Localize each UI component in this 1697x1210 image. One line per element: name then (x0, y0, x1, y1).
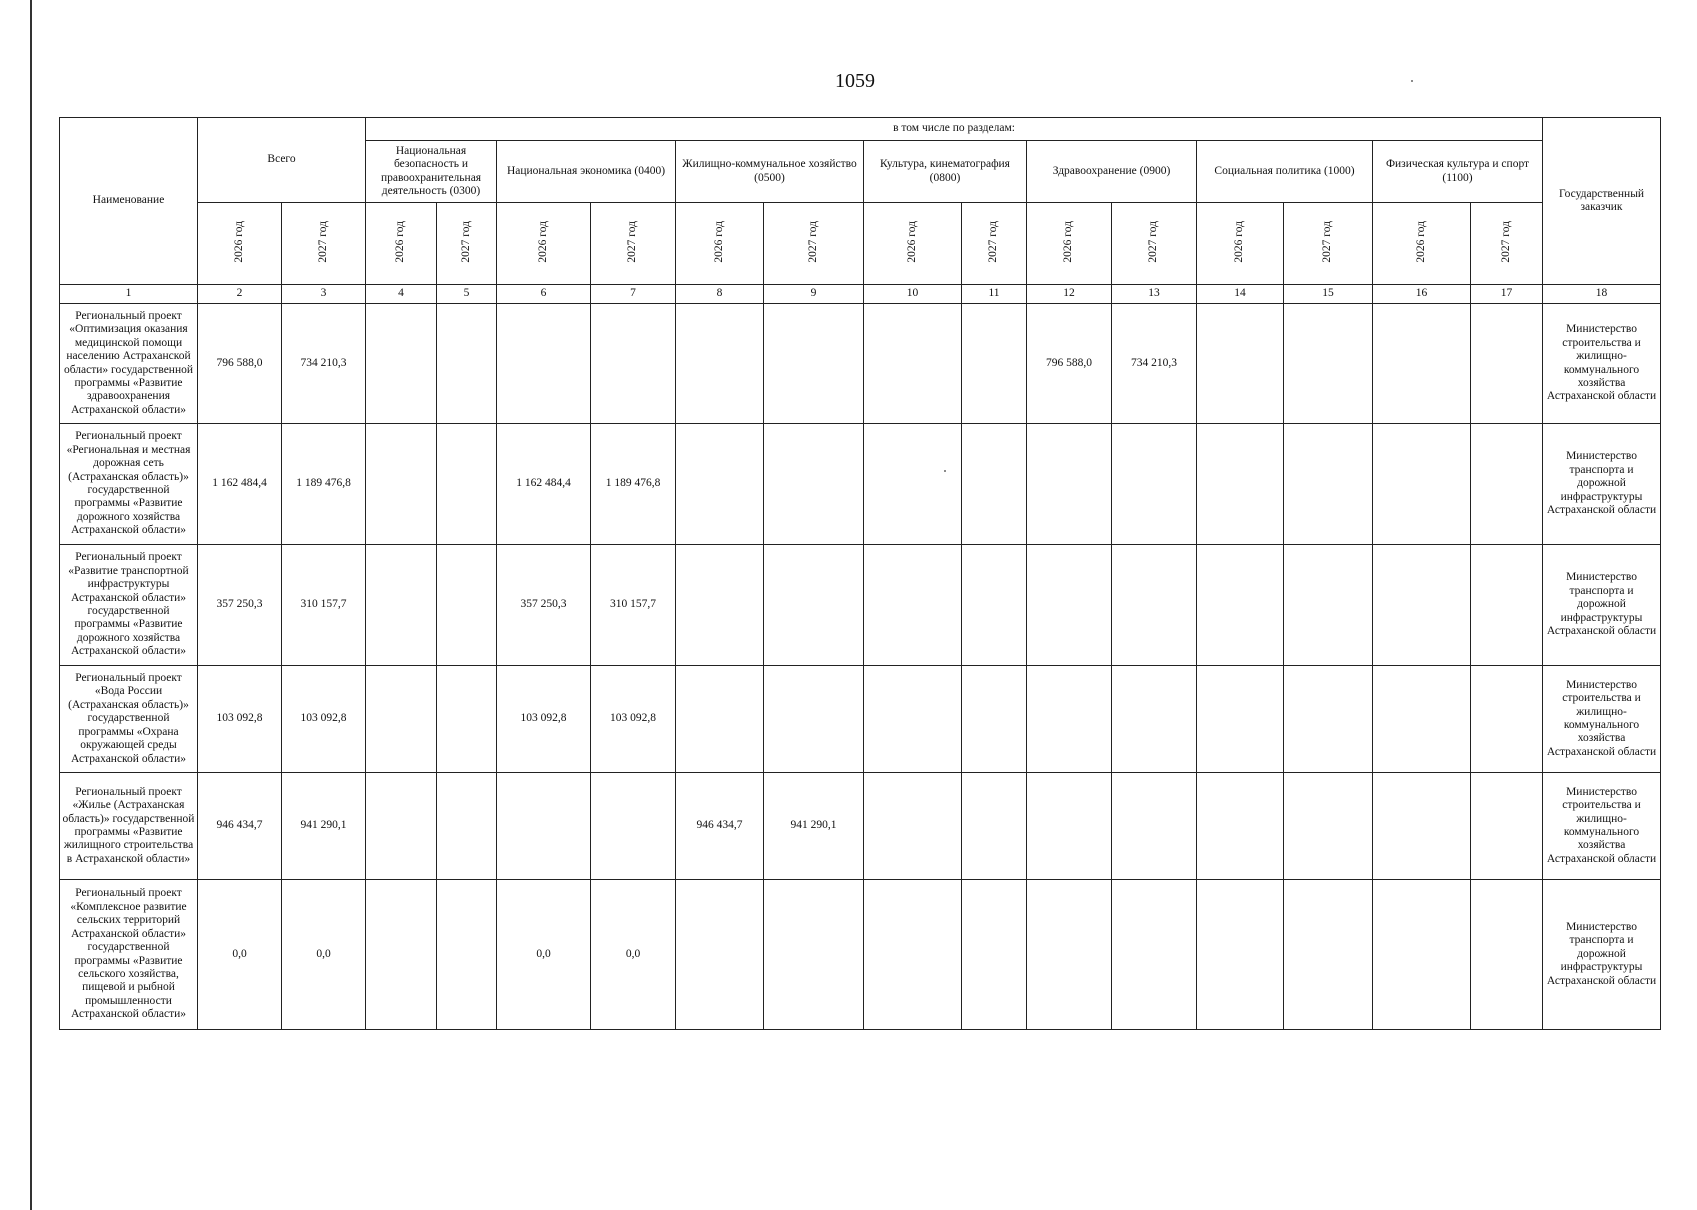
header-total: Всего (198, 118, 366, 203)
value-0400-2026: 357 250,3 (497, 545, 591, 666)
year-header (497, 203, 591, 285)
year-header (437, 203, 497, 285)
value-0400-2026 (497, 773, 591, 880)
year-header (1284, 203, 1373, 285)
value-0800-2027 (962, 666, 1027, 773)
page-number: 1059 (835, 70, 875, 92)
year-label: 2026 год (536, 220, 549, 263)
value-total-2026: 0,0 (198, 880, 282, 1030)
column-number: 17 (1471, 285, 1543, 304)
header-customer: Государственный заказчик (1543, 118, 1661, 285)
year-label: 2027 год (1321, 220, 1334, 263)
value-0900-2026 (1027, 773, 1112, 880)
table-row (60, 773, 1661, 880)
value-1100-2026 (1373, 304, 1471, 424)
year-label: 2027 год (987, 220, 1000, 263)
value-0800-2027 (962, 880, 1027, 1030)
value-0300-2027 (437, 424, 497, 545)
row-customer: Министерство транспорта и дорожной инфраструктуры Астраханской области (1543, 545, 1661, 666)
column-number: 6 (497, 285, 591, 304)
value-total-2027: 941 290,1 (282, 773, 366, 880)
value-0900-2026: 796 588,0 (1027, 304, 1112, 424)
value-1000-2026 (1197, 424, 1284, 545)
value-0400-2026: 0,0 (497, 880, 591, 1030)
value-0800-2027 (962, 545, 1027, 666)
value-0900-2027 (1112, 545, 1197, 666)
value-0500-2027 (764, 880, 864, 1030)
row-name: Региональный проект «Вода России (Астраханская область)» государственной программы «Охрана окружающей среды Астраханской области» (60, 666, 198, 773)
column-number: 15 (1284, 285, 1373, 304)
value-total-2027: 310 157,7 (282, 545, 366, 666)
value-0500-2027 (764, 666, 864, 773)
column-number: 1 (60, 285, 198, 304)
value-0400-2026 (497, 304, 591, 424)
year-label: 2026 год (1414, 220, 1427, 263)
value-1100-2026 (1373, 424, 1471, 545)
value-0900-2026 (1027, 545, 1112, 666)
year-label: 2027 год (316, 220, 329, 263)
value-1100-2027 (1471, 880, 1543, 1030)
year-label: 2027 год (1147, 220, 1160, 263)
row-customer: Министерство строительства и жилищно-коммунального хозяйства Астраханской области (1543, 666, 1661, 773)
year-label: 2026 год (394, 220, 407, 263)
row-name: Региональный проект «Комплексное развитие сельских территорий Астраханской области» государственной программы «Развитие сельского хозяйства, пищевой и рыбной промышленности Астраханской области» (60, 880, 198, 1030)
value-1100-2026 (1373, 880, 1471, 1030)
value-0900-2027 (1112, 880, 1197, 1030)
budget-table (59, 117, 1661, 1030)
value-1000-2026 (1197, 880, 1284, 1030)
column-number: 3 (282, 285, 366, 304)
year-header (1027, 203, 1112, 285)
year-label: 2026 год (1233, 220, 1246, 263)
value-0800-2027 (962, 424, 1027, 545)
value-total-2027: 0,0 (282, 880, 366, 1030)
row-name: Региональный проект «Жилье (Астраханская область)» государственной программы «Развитие жилищного строительства в Астраханской области» (60, 773, 198, 880)
header-section-0800: Культура, кинематография (0800) (864, 141, 1027, 203)
column-number: 8 (676, 285, 764, 304)
column-number: 2 (198, 285, 282, 304)
year-label: 2026 год (232, 220, 245, 263)
year-label: 2026 год (1062, 220, 1075, 263)
year-header (764, 203, 864, 285)
row-name: Региональный проект «Региональная и местная дорожная сеть (Астраханская область)» государственной программы «Развитие дорожного хозяйства Астраханской области» (60, 424, 198, 545)
year-label: 2026 год (712, 220, 725, 263)
value-0500-2026 (676, 304, 764, 424)
year-label: 2027 год (1499, 220, 1512, 263)
value-0500-2026 (676, 424, 764, 545)
value-0500-2026: 946 434,7 (676, 773, 764, 880)
value-0800-2027 (962, 304, 1027, 424)
value-0900-2026 (1027, 424, 1112, 545)
row-name: Региональный проект «Оптимизация оказания медицинской помощи населению Астраханской области» государственной программы «Развитие здравоохранения Астраханской области» (60, 304, 198, 424)
value-total-2026: 1 162 484,4 (198, 424, 282, 545)
header-row-years (60, 203, 1661, 285)
table-row (60, 666, 1661, 773)
value-0300-2026 (366, 773, 437, 880)
year-header (198, 203, 282, 285)
year-header (1471, 203, 1543, 285)
scan-speck (1411, 80, 1413, 82)
header-section-1100: Физическая культура и спорт (1100) (1373, 141, 1543, 203)
value-0300-2026 (366, 304, 437, 424)
value-total-2026: 357 250,3 (198, 545, 282, 666)
row-customer: Министерство строительства и жилищно-коммунального хозяйства Астраханской области (1543, 304, 1661, 424)
value-0300-2026 (366, 424, 437, 545)
value-0500-2026 (676, 545, 764, 666)
year-header (1197, 203, 1284, 285)
value-0300-2027 (437, 773, 497, 880)
left-margin-line (30, 0, 32, 1210)
year-header (282, 203, 366, 285)
value-0800-2026 (864, 880, 962, 1030)
value-0800-2026 (864, 773, 962, 880)
row-customer: Министерство строительства и жилищно-коммунального хозяйства Астраханской области (1543, 773, 1661, 880)
column-number: 14 (1197, 285, 1284, 304)
value-0400-2027: 310 157,7 (591, 545, 676, 666)
column-number: 16 (1373, 285, 1471, 304)
value-0500-2027 (764, 545, 864, 666)
header-section-1000: Социальная политика (1000) (1197, 141, 1373, 203)
value-0500-2027: 941 290,1 (764, 773, 864, 880)
value-0800-2026 (864, 666, 962, 773)
value-0900-2027 (1112, 773, 1197, 880)
value-0300-2026 (366, 666, 437, 773)
year-header (676, 203, 764, 285)
value-1000-2027 (1284, 773, 1373, 880)
table-row (60, 545, 1661, 666)
year-label: 2026 год (905, 220, 918, 263)
value-0300-2027 (437, 304, 497, 424)
value-0300-2026 (366, 545, 437, 666)
column-number: 9 (764, 285, 864, 304)
value-1000-2026 (1197, 545, 1284, 666)
column-number: 10 (864, 285, 962, 304)
value-0400-2026: 1 162 484,4 (497, 424, 591, 545)
header-section-0400: Национальная экономика (0400) (497, 141, 676, 203)
value-1100-2027 (1471, 773, 1543, 880)
value-0300-2027 (437, 545, 497, 666)
row-name: Региональный проект «Развитие транспортной инфраструктуры Астраханской области» государственной программы «Развитие дорожного хозяйства Астраханской области» (60, 545, 198, 666)
header-section-0500: Жилищно-коммунальное хозяйство (0500) (676, 141, 864, 203)
value-0500-2026 (676, 666, 764, 773)
value-1000-2027 (1284, 666, 1373, 773)
row-customer: Министерство транспорта и дорожной инфраструктуры Астраханской области (1543, 880, 1661, 1030)
value-1100-2027 (1471, 424, 1543, 545)
value-0900-2027: 734 210,3 (1112, 304, 1197, 424)
value-0300-2027 (437, 666, 497, 773)
year-label: 2027 год (806, 220, 819, 263)
value-0900-2027 (1112, 424, 1197, 545)
value-0800-2026 (864, 304, 962, 424)
value-0800-2027 (962, 773, 1027, 880)
year-label: 2027 год (626, 220, 639, 263)
value-0300-2026 (366, 880, 437, 1030)
value-0300-2027 (437, 880, 497, 1030)
table-row (60, 424, 1661, 545)
value-1000-2026 (1197, 773, 1284, 880)
value-1100-2026 (1373, 773, 1471, 880)
value-1000-2027 (1284, 880, 1373, 1030)
year-header (591, 203, 676, 285)
value-0400-2027: 1 189 476,8 (591, 424, 676, 545)
year-header (962, 203, 1027, 285)
value-0800-2026 (864, 545, 962, 666)
value-total-2027: 1 189 476,8 (282, 424, 366, 545)
year-header (366, 203, 437, 285)
header-row-top (60, 118, 1661, 141)
value-total-2026: 103 092,8 (198, 666, 282, 773)
value-1000-2027 (1284, 545, 1373, 666)
value-0900-2027 (1112, 666, 1197, 773)
value-1100-2026 (1373, 545, 1471, 666)
value-1100-2027 (1471, 666, 1543, 773)
year-header (1373, 203, 1471, 285)
column-number: 5 (437, 285, 497, 304)
column-number: 13 (1112, 285, 1197, 304)
value-1100-2026 (1373, 666, 1471, 773)
value-0400-2027: 0,0 (591, 880, 676, 1030)
value-total-2027: 103 092,8 (282, 666, 366, 773)
column-number: 12 (1027, 285, 1112, 304)
value-1100-2027 (1471, 304, 1543, 424)
row-customer: Министерство транспорта и дорожной инфраструктуры Астраханской области (1543, 424, 1661, 545)
value-total-2026: 796 588,0 (198, 304, 282, 424)
column-number: 18 (1543, 285, 1661, 304)
value-1100-2027 (1471, 545, 1543, 666)
value-total-2027: 734 210,3 (282, 304, 366, 424)
value-0400-2027 (591, 773, 676, 880)
value-0500-2026 (676, 880, 764, 1030)
year-header (864, 203, 962, 285)
year-header (1112, 203, 1197, 285)
header-section-0900: Здравоохранение (0900) (1027, 141, 1197, 203)
value-0900-2026 (1027, 880, 1112, 1030)
value-total-2026: 946 434,7 (198, 773, 282, 880)
column-number: 4 (366, 285, 437, 304)
column-number: 11 (962, 285, 1027, 304)
header-name: Наименование (60, 118, 198, 285)
value-0800-2026 (864, 424, 962, 545)
year-label: 2027 год (459, 220, 472, 263)
value-0400-2027 (591, 304, 676, 424)
value-1000-2027 (1284, 304, 1373, 424)
value-0500-2027 (764, 424, 864, 545)
value-1000-2026 (1197, 304, 1284, 424)
value-0900-2026 (1027, 666, 1112, 773)
value-1000-2027 (1284, 424, 1373, 545)
value-1000-2026 (1197, 666, 1284, 773)
value-0400-2026: 103 092,8 (497, 666, 591, 773)
value-0500-2027 (764, 304, 864, 424)
header-section-0300: Национальная безопасность и правоохранительная деятельность (0300) (366, 141, 497, 203)
table-row (60, 304, 1661, 424)
value-0400-2027: 103 092,8 (591, 666, 676, 773)
header-sections-caption: в том числе по разделам: (366, 118, 1543, 141)
table-row (60, 880, 1661, 1030)
column-number: 7 (591, 285, 676, 304)
column-number-row (60, 285, 1661, 304)
